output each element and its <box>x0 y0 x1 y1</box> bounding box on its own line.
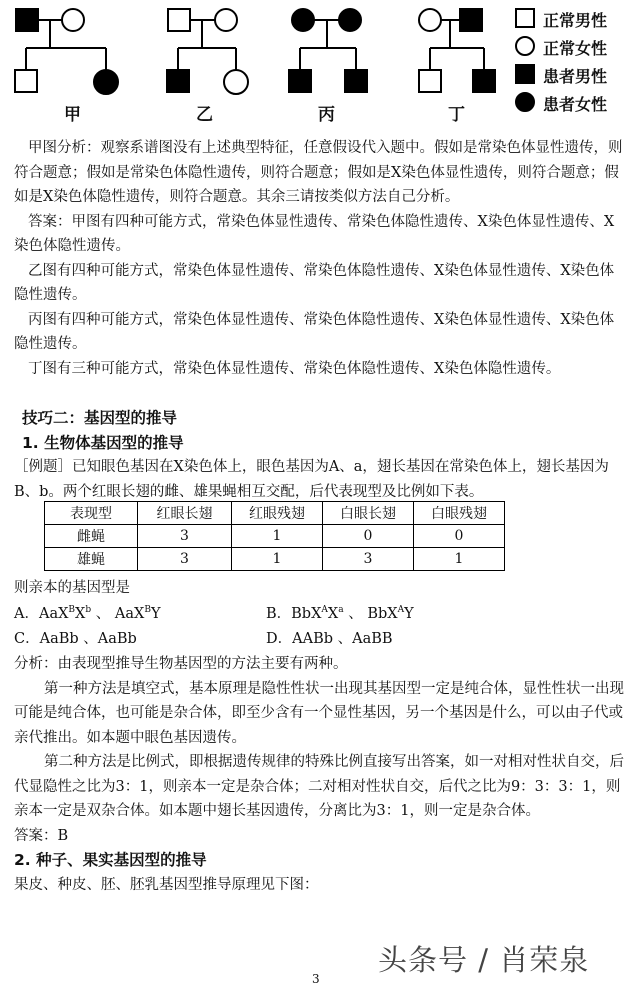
square-empty-icon <box>515 8 535 28</box>
subsection-1-title: 1. 生物体基因型的推导 <box>22 433 184 452</box>
square-filled-icon <box>515 64 535 84</box>
watermark: 头条号 / 肖荣泉 <box>378 943 590 977</box>
table-header-cell: 红眼长翅 <box>138 502 232 525</box>
phenotype-table <box>44 501 505 571</box>
circle-empty-icon <box>515 36 535 56</box>
table-row <box>45 525 505 548</box>
legend-normal-female: 正常女性 <box>515 34 640 60</box>
circle-filled-icon <box>515 92 535 112</box>
answer-yi: 乙图有四种可能方式，常染色体显性遗传、常染色体隐性遗传、X染色体显性遗传、X染色体隐性遗传。 <box>14 262 615 303</box>
method-1: 第一种方法是填空式，基本原理是隐性性状一出现其基因型一定是纯合体，显性性状一出现可能是纯合体，也可能是杂合体，即至少含有一个显性基因，另一个基因是什么，可以由子代或亲代推出。如本题中眼色基因遗传。 <box>14 680 624 746</box>
table-cell: 1 <box>232 525 323 548</box>
solution-intro: 分析：由表现型推导生物基因型的方法主要有两种。 <box>14 656 348 672</box>
jia-analysis: 甲图分析：观察系谱图没有上述典型特征，任意假设代入题中。假如是常染色体显性遗传，则符合题意；假如是常染色体隐性遗传，则符合题意；假如是X染色体显性遗传，则符合题意；假如是X染色体隐性遗传，则符合题意。其余三请按类似方法自己分析。 <box>14 140 623 205</box>
table-cell: 雌蝇 <box>45 525 138 548</box>
pedigree-bing <box>289 9 367 92</box>
pedigree-yi <box>167 9 248 94</box>
table-header-row <box>45 502 505 525</box>
pedigree-ding <box>419 9 495 92</box>
section-block <box>14 406 626 504</box>
table-cell: 0 <box>414 525 505 548</box>
table-header-cell: 红眼残翅 <box>232 502 323 525</box>
table-header-cell: 表现型 <box>45 502 138 525</box>
option-c: C．AaBb 、AaBb <box>14 631 137 647</box>
solution-answer: 答案：B <box>14 827 69 844</box>
option-d: D．AABb 、AaBB <box>266 631 393 647</box>
answer-jia: 答案：甲图有四种可能方式，常染色体显性遗传、常染色体隐性遗传、X染色体显性遗传、X染色体隐性遗传。 <box>14 213 615 254</box>
question-text: 则亲本的基因型是 <box>14 580 130 596</box>
pedigree-label-jia: 甲 <box>64 105 81 125</box>
table-cell: 0 <box>323 525 414 548</box>
option-a: A．$AaX^BX^b$ 、 AaX$^B$Y <box>14 605 161 622</box>
pedigree-jia <box>15 9 118 94</box>
example-text: ［例题］已知眼色基因在X染色体上，眼色基因为A、a，翅长基因在常染色体上，翅长基因为B、b。两个红眼长翅的雌、雄果蝇相互交配，后代表现型及比例如下表。 <box>14 459 609 500</box>
method-2: 第二种方法是比例式，即根据遗传规律的特殊比例直接写出答案，如一对相对性状自交，后代显隐性之比为3：1，则亲本一定是杂合体；二对相对性状自交，后代之比为9：3：3：1，则亲本一定是双杂合体。如本题中翅长基因遗传，分离比为3：1，则一定是杂合体。 <box>14 754 624 819</box>
technique-title: 技巧二：基因型的推导 <box>22 409 178 427</box>
table-cell: 雄蝇 <box>45 548 138 571</box>
table-header-cell: 白眼残翅 <box>414 502 505 525</box>
table-header-cell: 白眼长翅 <box>323 502 414 525</box>
page-number: 3 <box>312 972 320 986</box>
table-cell: 1 <box>232 548 323 571</box>
legend-normal-male: 正常男性 <box>515 6 640 32</box>
legend-affected-female: 患者女性 <box>515 90 640 116</box>
option-b: B．$BbX^AX^a$ 、 BbX$^A$Y <box>266 605 414 622</box>
table-cell: 3 <box>138 548 232 571</box>
pedigree-label-bing: 丙 <box>318 105 335 125</box>
table-row <box>45 548 505 571</box>
table-cell: 3 <box>323 548 414 571</box>
answer-options <box>14 602 626 652</box>
solution-block <box>14 652 626 897</box>
answer-ding: 丁图有三种可能方式，常染色体显性遗传、常染色体隐性遗传、X染色体隐性遗传。 <box>28 360 561 377</box>
subsection-2-title: 2. 种子、果实基因型的推导 <box>14 851 207 869</box>
subsection-2-text: 果皮、种皮、胚、胚乳基因型推导原理见下图： <box>14 876 319 893</box>
table-cell: 1 <box>414 548 505 571</box>
pedigree-label-ding: 丁 <box>448 105 465 125</box>
pedigree-label-yi: 乙 <box>196 105 213 125</box>
answer-bing: 丙图有四种可能方式，常染色体显性遗传、常染色体隐性遗传、X染色体显性遗传、X染色体隐性遗传。 <box>14 311 615 352</box>
table-cell: 3 <box>138 525 232 548</box>
analysis-block <box>14 136 626 381</box>
legend-affected-male: 患者男性 <box>515 62 640 88</box>
